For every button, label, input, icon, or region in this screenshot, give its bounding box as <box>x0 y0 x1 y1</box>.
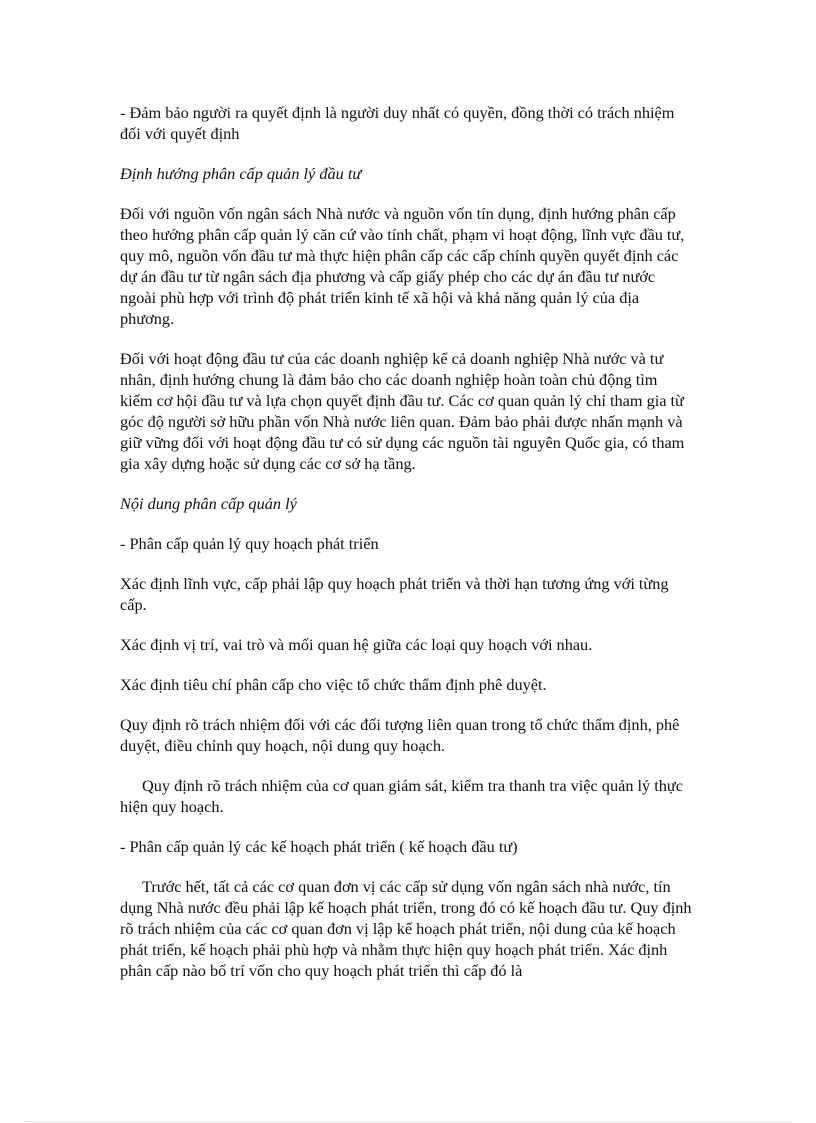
heading-decentralization-orientation: Định hướng phân cấp quản lý đầu tư <box>120 164 362 183</box>
paragraph-enterprise-investment: Đối với hoạt động đầu tư của các doanh nghiệp kể cả doanh nghiệp Nhà nước và tư nhân, định hướng chung là đảm bảo cho các doanh nghiệp hoàn toàn chủ động tìm kiếm cơ hội đầu tư và lựa chọn quyết định đầu tư. Các cơ quan quản lý chỉ tham gia từ góc độ người sở hữu phần vốn Nhà nước liên quan. Đảm bảo phải được nhấn mạnh và giữ vững đối với hoạt động đầu tư có sử dụng các nguồn tài nguyên Quốc gia, có tham gia xây dựng hoặc sử dụng các cơ sở hạ tầng. <box>120 349 685 473</box>
heading-decentralization-content: Nội dung phân cấp quản lý <box>120 494 297 513</box>
paragraph-decision-responsibility: - Đảm bảo người ra quyết định là người duy nhất có quyền, đồng thời có trách nhiệm đối với quyết định <box>120 103 675 143</box>
paragraph-determine-criteria: Xác định tiêu chí phân cấp cho việc tổ chức thẩm định phê duyệt. <box>120 675 547 694</box>
paragraph-determine-fields: Xác định lĩnh vực, cấp phải lập quy hoạch phát triển và thời hạn tương ứng với từng cấp. <box>120 574 669 614</box>
paragraph-responsibility-subjects: Quy định rõ trách nhiệm đối với các đối tượng liên quan trong tổ chức thẩm định, phê duyệt, điều chỉnh quy hoạch, nội dung quy hoạch. <box>120 715 680 755</box>
paragraph-supervision-responsibility: Quy định rõ trách nhiệm của cơ quan giám sát, kiểm tra thanh tra việc quản lý thực hiện quy hoạch. <box>120 776 683 816</box>
paragraph-first-of-all: Trước hết, tất cả các cơ quan đơn vị các cấp sử dụng vốn ngân sách nhà nước, tín dụng Nhà nước đều phải lập kế hoạch phát triển, trong đó có kế hoạch đầu tư. Quy định rõ trách nhiệm của các cơ quan đơn vị lập kế hoạch phát triển, nội dung của kế hoạch phát triển, kế hoạch phải phù hợp và nhằm thực hiện quy hoạch phát triển. Xác định phân cấp nào bố trí vốn cho quy hoạch phát triển thì cấp đó là <box>120 877 692 980</box>
paragraph-development-plans: - Phân cấp quản lý các kế hoạch phát triển ( kế hoạch đầu tư) <box>120 837 518 856</box>
document-body <box>120 102 692 1000</box>
page-bottom-border <box>24 1121 792 1122</box>
paragraph-planning-decentralization: - Phân cấp quản lý quy hoạch phát triển <box>120 534 379 553</box>
paragraph-determine-position: Xác định vị trí, vai trò và mối quan hệ giữa các loại quy hoạch với nhau. <box>120 635 593 654</box>
paragraph-state-budget-capital: Đối với nguồn vốn ngân sách Nhà nước và nguồn vốn tín dụng, định hướng phân cấp theo hướng phân cấp quản lý căn cứ vào tính chất, phạm vi hoạt động, lĩnh vực đầu tư, quy mô, nguồn vốn đầu tư mà thực hiện phân cấp các cấp chính quyền quyết định các dự án đầu tư từ ngân sách địa phương và cấp giấy phép cho các dự án đầu tư nước ngoài phù hợp với trình độ phát triển kinh tế xã hội và khả năng quản lý của địa phương. <box>120 204 685 328</box>
